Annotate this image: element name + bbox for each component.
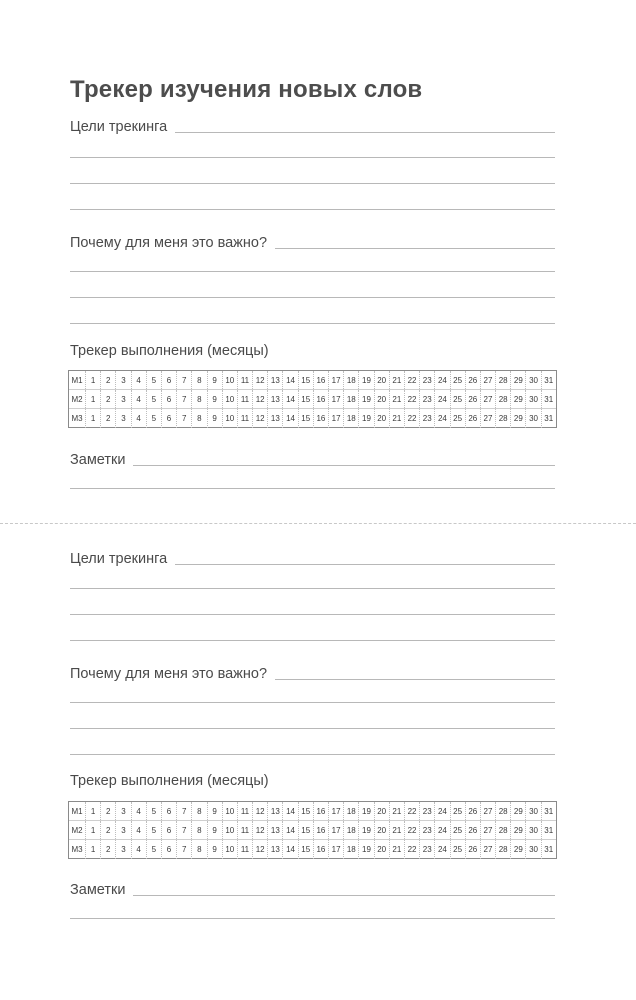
day-cell[interactable]: 1 — [86, 371, 101, 389]
day-cell[interactable]: 2 — [101, 371, 116, 389]
day-cell[interactable]: 26 — [466, 802, 481, 820]
month-label: M1 — [69, 802, 86, 820]
day-cell[interactable]: 27 — [481, 840, 496, 859]
day-cell[interactable]: 8 — [192, 409, 207, 428]
day-cell[interactable]: 7 — [177, 371, 192, 389]
day-cell[interactable]: 3 — [116, 821, 131, 839]
day-cell[interactable]: 17 — [329, 821, 344, 839]
day-cell[interactable]: 2 — [101, 802, 116, 820]
day-cell[interactable]: 23 — [420, 390, 435, 408]
day-cell[interactable]: 12 — [253, 371, 268, 389]
day-cell[interactable]: 21 — [390, 390, 405, 408]
day-cell[interactable]: 25 — [451, 371, 466, 389]
goals-line — [175, 564, 555, 565]
day-cell[interactable]: 3 — [116, 409, 131, 428]
day-cell[interactable]: 11 — [238, 802, 253, 820]
notes-label: Заметки — [70, 882, 126, 898]
day-cell[interactable]: 30 — [526, 840, 541, 859]
day-cell[interactable]: 22 — [405, 409, 420, 428]
day-cell[interactable]: 7 — [177, 840, 192, 859]
day-cell[interactable]: 16 — [314, 371, 329, 389]
day-cell[interactable]: 18 — [344, 371, 359, 389]
day-cell[interactable]: 28 — [496, 409, 511, 428]
day-cell[interactable]: 5 — [147, 802, 162, 820]
goals-line-4[interactable] — [70, 640, 555, 641]
day-cell[interactable]: 17 — [329, 371, 344, 389]
day-cell[interactable]: 15 — [299, 390, 314, 408]
day-cell[interactable]: 22 — [405, 821, 420, 839]
day-cell[interactable]: 16 — [314, 802, 329, 820]
day-cell[interactable]: 28 — [496, 390, 511, 408]
day-cell[interactable]: 21 — [390, 821, 405, 839]
day-cell[interactable]: 10 — [223, 371, 238, 389]
day-cell[interactable]: 1 — [86, 409, 101, 428]
day-cell[interactable]: 20 — [375, 371, 390, 389]
day-cell[interactable]: 4 — [132, 390, 147, 408]
day-cell[interactable]: 11 — [238, 409, 253, 428]
why-line-2[interactable] — [70, 271, 555, 272]
why-line — [275, 248, 555, 249]
day-cell[interactable]: 11 — [238, 390, 253, 408]
day-cell[interactable]: 31 — [544, 395, 554, 404]
day-cell[interactable]: 25 — [451, 409, 466, 428]
day-cell[interactable]: 19 — [359, 409, 374, 428]
goals-field[interactable] — [70, 547, 555, 567]
why-line-2[interactable] — [70, 702, 555, 703]
day-cell[interactable]: 14 — [283, 409, 298, 428]
day-cell[interactable]: 18 — [344, 840, 359, 859]
day-cell[interactable]: 15 — [299, 802, 314, 820]
goals-label: Цели трекинга — [70, 119, 168, 135]
day-cell[interactable]: 7 — [177, 390, 192, 408]
day-cell[interactable]: 13 — [268, 371, 283, 389]
day-cell[interactable]: 26 — [466, 409, 481, 428]
day-cell[interactable]: 6 — [162, 840, 177, 859]
goals-line — [175, 132, 555, 133]
notes-field[interactable] — [70, 878, 555, 898]
day-cell[interactable]: 30 — [526, 802, 541, 820]
goals-line-2[interactable] — [70, 588, 555, 589]
day-cell[interactable]: 12 — [253, 409, 268, 428]
why-field[interactable] — [70, 662, 555, 682]
day-cell[interactable]: 18 — [344, 821, 359, 839]
month-label: M3 — [69, 409, 86, 428]
day-cell[interactable]: 25 — [451, 390, 466, 408]
day-cell[interactable]: 5 — [147, 409, 162, 428]
day-cell[interactable]: 22 — [405, 802, 420, 820]
day-cell[interactable]: 19 — [359, 840, 374, 859]
cut-line — [0, 523, 636, 524]
day-cell[interactable]: 23 — [420, 409, 435, 428]
day-cell[interactable]: 12 — [253, 821, 268, 839]
day-cell[interactable]: 20 — [375, 821, 390, 839]
day-cell[interactable]: 10 — [223, 840, 238, 859]
tracker-label: Трекер выполнения (месяцы) — [70, 773, 269, 789]
day-cell[interactable]: 17 — [329, 390, 344, 408]
day-cell[interactable]: 28 — [496, 821, 511, 839]
why-field[interactable] — [70, 231, 555, 251]
day-cell[interactable]: 8 — [192, 390, 207, 408]
day-cell[interactable]: 2 — [101, 409, 116, 428]
notes-line-2[interactable] — [70, 918, 555, 919]
day-cell[interactable]: 19 — [359, 821, 374, 839]
day-cell[interactable]: 20 — [375, 409, 390, 428]
day-cell[interactable]: 15 — [299, 409, 314, 428]
day-cell[interactable]: 5 — [147, 390, 162, 408]
day-cell[interactable]: 3 — [116, 390, 131, 408]
day-cell[interactable]: 9 — [208, 840, 223, 859]
day-cell[interactable]: 12 — [253, 840, 268, 859]
why-line-4[interactable] — [70, 754, 555, 755]
day-cell[interactable]: 10 — [223, 802, 238, 820]
day-cell[interactable]: 8 — [192, 840, 207, 859]
day-cell[interactable]: 10 — [223, 390, 238, 408]
day-cell[interactable]: 31 — [544, 376, 554, 385]
day-cell[interactable]: 31 — [544, 414, 554, 423]
day-cell[interactable]: 28 — [496, 840, 511, 859]
day-cell[interactable]: 12 — [253, 802, 268, 820]
day-cell[interactable]: 13 — [268, 390, 283, 408]
day-cell[interactable]: 29 — [511, 371, 526, 389]
day-cell[interactable]: 2 — [101, 821, 116, 839]
day-cell[interactable]: 26 — [466, 840, 481, 859]
goals-line-3[interactable] — [70, 183, 555, 184]
day-cell[interactable]: 24 — [435, 840, 450, 859]
day-cell[interactable]: 1 — [86, 821, 101, 839]
day-cell[interactable]: 22 — [405, 840, 420, 859]
day-cell[interactable]: 4 — [132, 840, 147, 859]
day-cell[interactable]: 16 — [314, 390, 329, 408]
day-cell[interactable]: 11 — [238, 840, 253, 859]
day-cell[interactable]: 1 — [86, 802, 101, 820]
day-cell[interactable]: 2 — [101, 840, 116, 859]
notes-line — [133, 895, 555, 896]
tracker-row — [69, 821, 556, 840]
day-cell[interactable]: 30 — [526, 371, 541, 389]
day-cell[interactable]: 23 — [420, 371, 435, 389]
day-cell[interactable]: 31 — [544, 826, 554, 835]
day-cell[interactable]: 19 — [359, 371, 374, 389]
day-cell[interactable]: 9 — [208, 802, 223, 820]
day-cell[interactable]: 4 — [132, 821, 147, 839]
day-cell[interactable]: 30 — [526, 390, 541, 408]
day-cell[interactable]: 21 — [390, 802, 405, 820]
month-label: M2 — [69, 390, 86, 408]
day-cell[interactable]: 15 — [299, 840, 314, 859]
day-cell[interactable]: 1 — [86, 840, 101, 859]
day-cell[interactable]: 3 — [116, 840, 131, 859]
day-cell[interactable]: 16 — [314, 409, 329, 428]
notes-field[interactable] — [70, 448, 555, 468]
day-cell[interactable]: 18 — [344, 802, 359, 820]
why-label: Почему для меня это важно? — [70, 666, 268, 682]
tracker-row — [69, 840, 556, 859]
why-line-3[interactable] — [70, 297, 555, 298]
day-cell[interactable]: 19 — [359, 802, 374, 820]
day-cell[interactable]: 11 — [238, 821, 253, 839]
day-cell[interactable]: 13 — [268, 802, 283, 820]
tracker-label: Трекер выполнения (месяцы) — [70, 343, 269, 359]
day-cell[interactable]: 25 — [451, 840, 466, 859]
day-cell[interactable]: 12 — [253, 390, 268, 408]
day-cell[interactable]: 8 — [192, 802, 207, 820]
day-cell[interactable]: 20 — [375, 802, 390, 820]
day-cell[interactable]: 20 — [375, 390, 390, 408]
page-title: Трекер изучения новых слов — [70, 76, 423, 103]
day-cell[interactable]: 9 — [208, 371, 223, 389]
day-cell[interactable]: 5 — [147, 840, 162, 859]
day-cell[interactable]: 23 — [420, 821, 435, 839]
day-cell[interactable]: 6 — [162, 390, 177, 408]
why-line-4[interactable] — [70, 323, 555, 324]
goals-label: Цели трекинга — [70, 551, 168, 567]
day-cell[interactable]: 27 — [481, 371, 496, 389]
day-cell[interactable]: 7 — [177, 409, 192, 428]
day-cell[interactable]: 24 — [435, 802, 450, 820]
day-cell[interactable]: 21 — [390, 409, 405, 428]
tracker-grid — [68, 370, 557, 428]
day-cell[interactable]: 1 — [86, 390, 101, 408]
day-cell[interactable]: 10 — [223, 821, 238, 839]
day-cell[interactable]: 11 — [238, 371, 253, 389]
day-cell[interactable]: 15 — [299, 821, 314, 839]
day-cell[interactable]: 29 — [511, 390, 526, 408]
day-cell[interactable]: 5 — [147, 821, 162, 839]
day-cell[interactable]: 30 — [526, 409, 541, 428]
day-cell[interactable]: 8 — [192, 371, 207, 389]
day-cell[interactable]: 22 — [405, 371, 420, 389]
day-cell[interactable]: 13 — [268, 409, 283, 428]
day-cell[interactable]: 14 — [283, 390, 298, 408]
day-cell[interactable]: 23 — [420, 802, 435, 820]
day-cell[interactable]: 22 — [405, 390, 420, 408]
day-cell[interactable]: 9 — [208, 409, 223, 428]
notes-label: Заметки — [70, 452, 126, 468]
day-cell[interactable]: 25 — [451, 802, 466, 820]
day-cell[interactable]: 16 — [314, 840, 329, 859]
day-cell[interactable]: 24 — [435, 390, 450, 408]
day-cell[interactable]: 24 — [435, 371, 450, 389]
month-label: M3 — [69, 840, 86, 859]
day-cell[interactable]: 18 — [344, 409, 359, 428]
tracker-grid — [68, 801, 557, 859]
day-cell[interactable]: 25 — [451, 821, 466, 839]
day-cell[interactable]: 24 — [435, 409, 450, 428]
day-cell[interactable]: 8 — [192, 821, 207, 839]
day-cell[interactable]: 29 — [511, 802, 526, 820]
month-label: M2 — [69, 821, 86, 839]
day-cell[interactable]: 26 — [466, 390, 481, 408]
notes-line-2[interactable] — [70, 488, 555, 489]
day-cell[interactable]: 29 — [511, 840, 526, 859]
day-cell[interactable]: 7 — [177, 802, 192, 820]
why-label: Почему для меня это важно? — [70, 235, 268, 251]
day-cell[interactable]: 29 — [511, 821, 526, 839]
day-cell[interactable]: 28 — [496, 371, 511, 389]
day-cell[interactable]: 4 — [132, 371, 147, 389]
tracker-row — [69, 802, 556, 821]
why-line — [275, 679, 555, 680]
day-cell[interactable]: 5 — [147, 371, 162, 389]
notes-line — [133, 465, 555, 466]
day-cell[interactable]: 13 — [268, 840, 283, 859]
day-cell[interactable]: 30 — [526, 821, 541, 839]
tracker-row — [69, 371, 556, 390]
day-cell[interactable]: 27 — [481, 409, 496, 428]
day-cell[interactable]: 14 — [283, 371, 298, 389]
day-cell[interactable]: 10 — [223, 409, 238, 428]
day-cell[interactable]: 15 — [299, 371, 314, 389]
day-cell[interactable]: 6 — [162, 802, 177, 820]
day-cell[interactable]: 7 — [177, 821, 192, 839]
day-cell[interactable]: 19 — [359, 390, 374, 408]
goals-line-4[interactable] — [70, 209, 555, 210]
why-line-3[interactable] — [70, 728, 555, 729]
day-cell[interactable]: 24 — [435, 821, 450, 839]
day-cell[interactable]: 3 — [116, 371, 131, 389]
day-cell[interactable]: 14 — [283, 840, 298, 859]
day-cell[interactable]: 27 — [481, 390, 496, 408]
day-cell[interactable]: 31 — [544, 807, 554, 816]
day-cell[interactable]: 20 — [375, 840, 390, 859]
day-cell[interactable]: 14 — [283, 821, 298, 839]
goals-line-3[interactable] — [70, 614, 555, 615]
day-cell[interactable]: 6 — [162, 371, 177, 389]
day-cell[interactable]: 17 — [329, 802, 344, 820]
day-cell[interactable]: 21 — [390, 840, 405, 859]
day-cell[interactable]: 2 — [101, 390, 116, 408]
day-cell[interactable]: 27 — [481, 821, 496, 839]
day-cell[interactable]: 17 — [329, 409, 344, 428]
day-cell[interactable]: 9 — [208, 390, 223, 408]
day-cell[interactable]: 9 — [208, 821, 223, 839]
day-cell[interactable]: 21 — [390, 371, 405, 389]
day-cell[interactable]: 18 — [344, 390, 359, 408]
day-cell[interactable]: 26 — [466, 821, 481, 839]
day-cell[interactable]: 4 — [132, 802, 147, 820]
tracker-row — [69, 409, 556, 428]
day-cell[interactable]: 29 — [511, 409, 526, 428]
day-cell[interactable]: 14 — [283, 802, 298, 820]
day-cell[interactable]: 16 — [314, 821, 329, 839]
day-cell[interactable]: 6 — [162, 821, 177, 839]
day-cell[interactable]: 3 — [116, 802, 131, 820]
goals-line-2[interactable] — [70, 157, 555, 158]
goals-field[interactable] — [70, 115, 555, 135]
month-label: M1 — [69, 371, 86, 389]
tracker-row — [69, 390, 556, 409]
day-cell[interactable]: 27 — [481, 802, 496, 820]
day-cell[interactable]: 6 — [162, 409, 177, 428]
day-cell[interactable]: 13 — [268, 821, 283, 839]
day-cell[interactable]: 4 — [132, 409, 147, 428]
day-cell[interactable]: 31 — [544, 845, 554, 854]
day-cell[interactable]: 26 — [466, 371, 481, 389]
day-cell[interactable]: 23 — [420, 840, 435, 859]
day-cell[interactable]: 17 — [329, 840, 344, 859]
day-cell[interactable]: 28 — [496, 802, 511, 820]
